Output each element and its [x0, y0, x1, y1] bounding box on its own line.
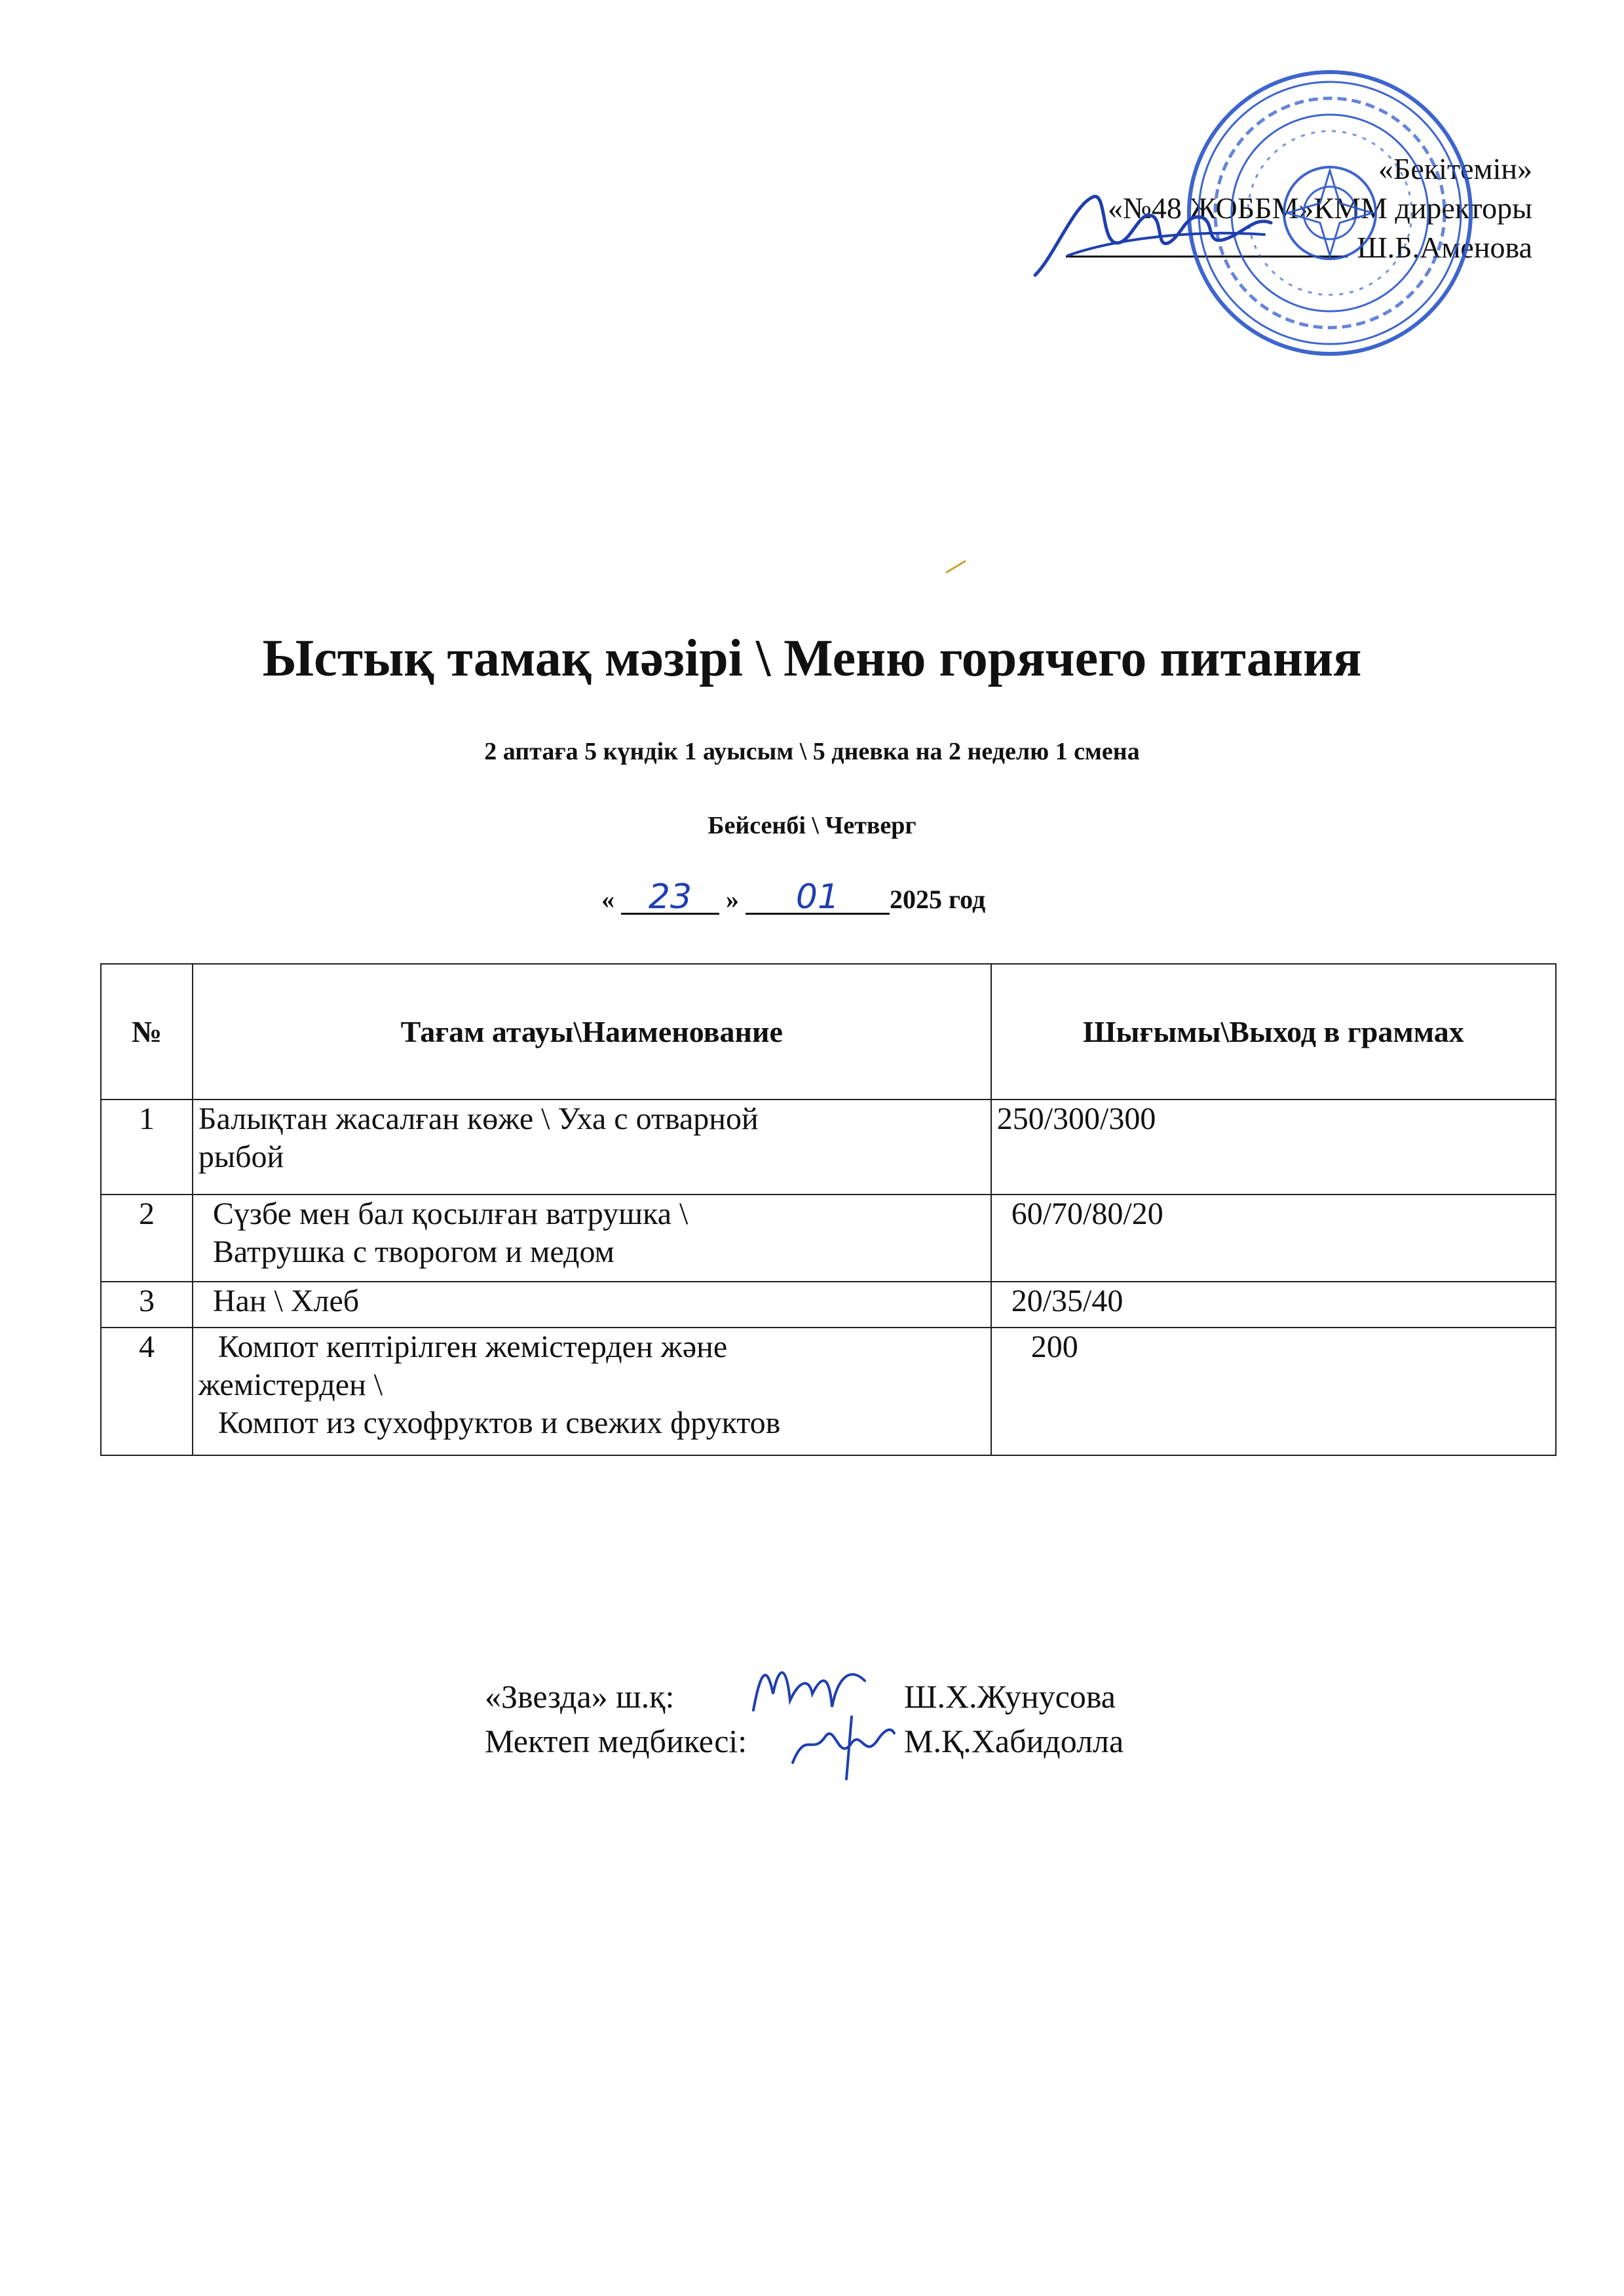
dish-line: Ватрушка с творогом и медом [212, 1234, 614, 1269]
row-output: 60/70/80/20 [991, 1195, 1556, 1282]
approval-label: «Бекітемін» [1378, 152, 1532, 185]
approval-position: «№48 ЖОББМ»КММ директоры [1108, 191, 1532, 225]
row-number: 2 [101, 1195, 193, 1282]
table-row [101, 1100, 1556, 1195]
header-output: Шығымы\Выход в граммах [991, 964, 1556, 1100]
row-number: 3 [101, 1282, 193, 1328]
dish-line: Балықтан жасалған көже \ Уха с отварной [198, 1101, 759, 1136]
dish-line: Компот кептірілген жемістерден және [217, 1330, 728, 1364]
row-number: 1 [101, 1100, 193, 1195]
row-dish [193, 1282, 991, 1328]
date-day: 23 [621, 881, 719, 915]
row-dish [193, 1100, 991, 1195]
dish-line: Нан \ Хлеб [212, 1284, 360, 1318]
row-dish [193, 1328, 991, 1455]
table-row [101, 1328, 1556, 1455]
row-output: 250/300/300 [991, 1100, 1556, 1195]
date-close-quote: » [726, 885, 739, 914]
dish-line: Компот из сухофруктов и свежих фруктов [217, 1406, 781, 1440]
row-output: 200 [991, 1328, 1556, 1455]
weekday: Бейсенбі \ Четверг [708, 812, 916, 839]
signer-name: М.Қ.Хабидолла [904, 1723, 1124, 1759]
header-number: № [101, 964, 193, 1100]
table-row [101, 1195, 1556, 1282]
dish-line: жемістерден \ [198, 1368, 383, 1402]
pen-mark-icon [943, 557, 970, 577]
row-dish [193, 1195, 991, 1282]
dish-line: рыбой [198, 1139, 284, 1174]
signer-role: «Звезда» ш.қ: [485, 1678, 675, 1715]
menu-table [100, 963, 1557, 1456]
signer-role: Мектеп медбикесі: [485, 1723, 747, 1759]
date-line [601, 877, 986, 917]
approval-name: Ш.Б.Аменова [1357, 231, 1532, 264]
dish-line: Сүзбе мен бал қосылған ватрушка \ [212, 1196, 689, 1231]
row-output: 20/35/40 [991, 1282, 1556, 1328]
nurse-signature-icon [786, 1704, 897, 1782]
row-number: 4 [101, 1328, 193, 1455]
date-open-quote: « [601, 885, 614, 914]
date-month: 01 [746, 881, 890, 915]
header-name: Тағам атауы\Наименование [193, 964, 991, 1100]
table-header-row [101, 964, 1556, 1100]
date-year: 2025 год [890, 885, 986, 914]
signer-name: Ш.Х.Жунусова [904, 1678, 1116, 1715]
director-signature-icon [1029, 177, 1277, 288]
page-title: Ыстық тамақ мәзірі \ Меню горячего питания [262, 630, 1362, 687]
table-row [101, 1282, 1556, 1328]
page-subtitle: 2 аптаға 5 күндік 1 ауысым \ 5 дневка на 2 неделю 1 смена [484, 738, 1140, 765]
